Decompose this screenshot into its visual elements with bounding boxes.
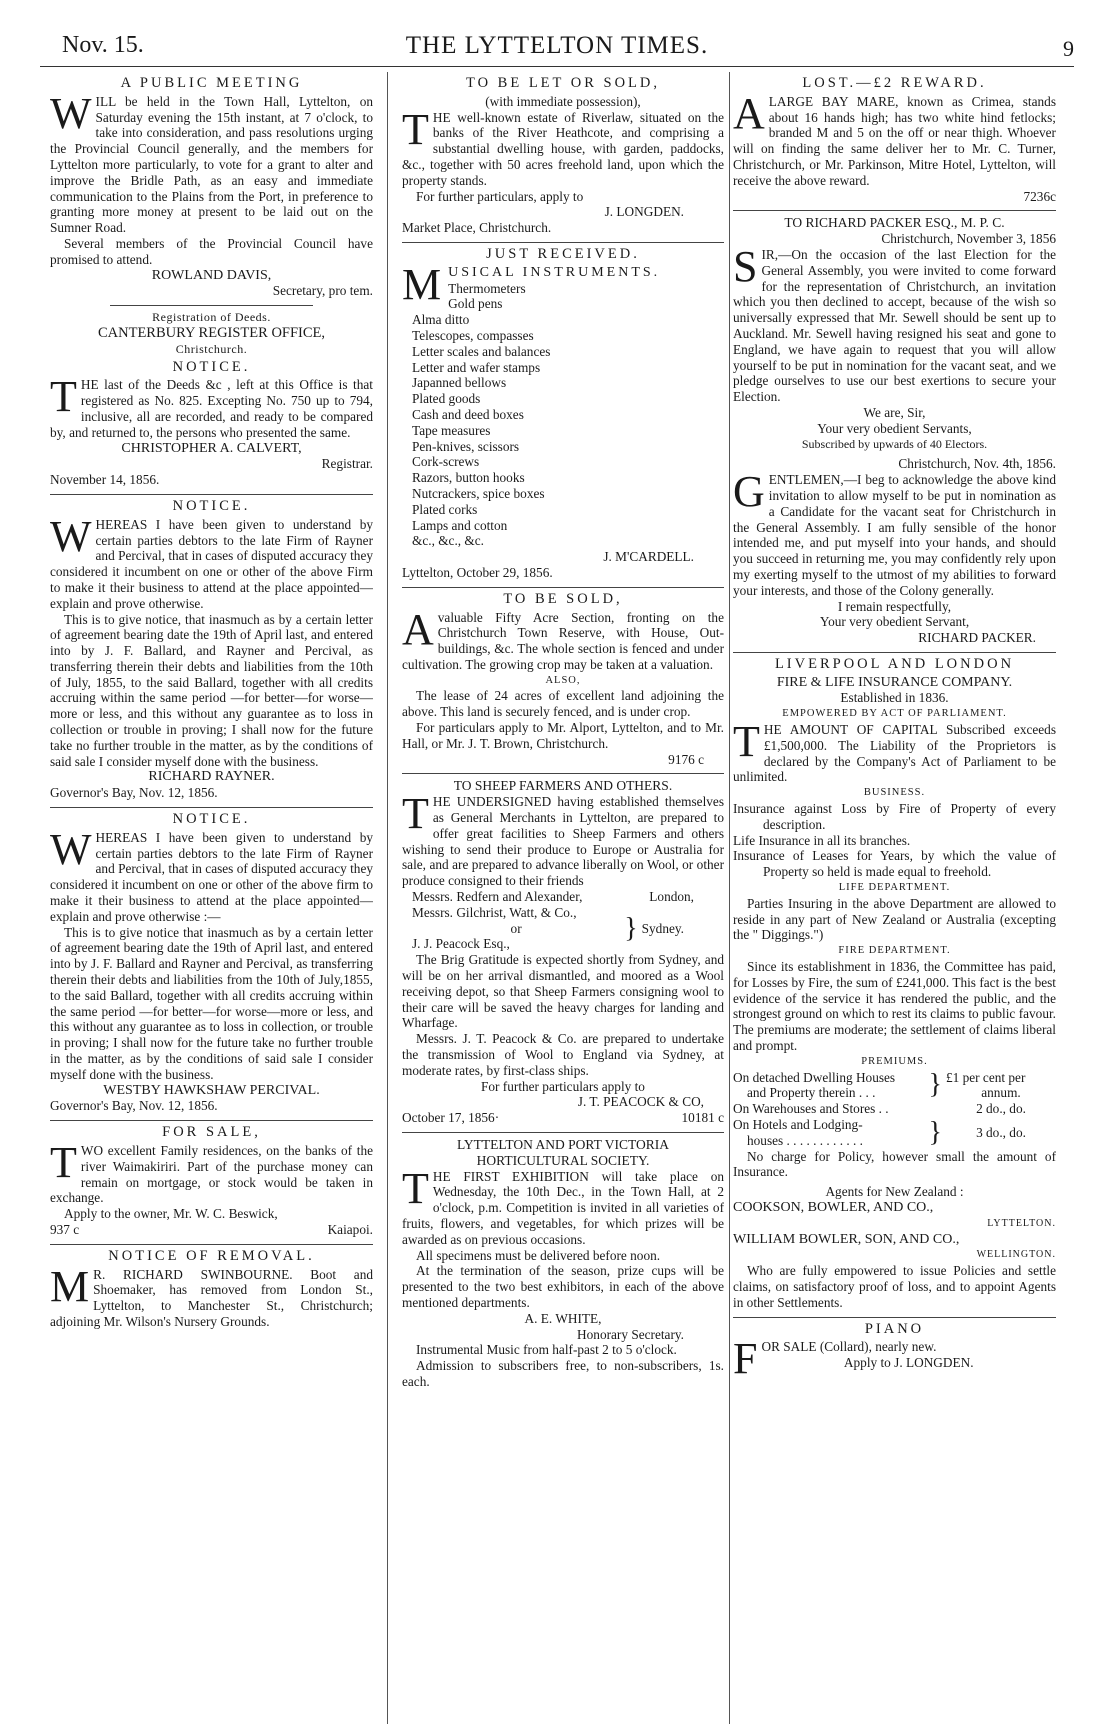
ad-body: Admission to subscribers free, to non-subscribers, 1s. each. (402, 1358, 724, 1389)
brace-glyph: } (928, 1069, 942, 1101)
divider (733, 210, 1056, 211)
column-3 (733, 74, 1056, 1724)
agent-or: or (510, 920, 522, 936)
brace-glyph: } (928, 1116, 942, 1148)
notice-heading: NOTICE. (172, 358, 251, 375)
ad-ref: 7236c (1023, 188, 1056, 204)
divider (50, 1120, 373, 1121)
list-item: Tape measures (412, 422, 491, 438)
piano-ad (733, 1320, 1056, 1384)
signer: J. T. PEACOCK & CO, (577, 1094, 704, 1110)
signer-title: Registrar. (321, 456, 373, 472)
apply-line: Apply to the owner, Mr. W. C. Beswick, (64, 1206, 278, 1222)
ad-title: TO BE SOLD, (503, 590, 623, 607)
ad-title: JUST RECEIVED. (486, 245, 640, 262)
ad-title: FIRE & LIFE INSURANCE COMPANY. (776, 674, 1013, 690)
issue-date: Nov. 15. (62, 32, 144, 58)
letter-close: I remain respectfully, (837, 598, 952, 614)
agent-row (402, 889, 724, 905)
premium-text: and Property therein . . . (747, 1085, 876, 1101)
ad-body: ALARGE BAY MARE, known as Crimea, stands about 16 hands high; has two white hind fetlocks; branded M and 5 on the off or near thigh. Whoever will on finding the same deliver her to Mr. C. Turner, Christchurch, or Mr. Parkinson, Mitre Hotel, Lyttelton, will receive the above reward. (733, 88, 1056, 188)
divider (402, 587, 724, 588)
signer: CHRISTOPHER A. CALVERT, (121, 440, 302, 456)
office-place: Christchurch. (175, 341, 248, 356)
signer: J. LONGDEN. (604, 204, 684, 220)
list-item: Cork-screws (412, 454, 480, 470)
ad-body: Since its establishment in 1836, the Committee has paid, for Losses by Fire, the sum of £241,000. This fact is the best evidence of the service it has rendered the public, and the strongest ground on which to rest its claims to public favour. The premiums are moderate; the settlement of claims liberal and prompt. (733, 959, 1056, 1054)
premium-text: On detached Dwelling Houses (733, 1069, 896, 1085)
divider (110, 305, 313, 306)
business-item: Insurance of Leases for Years, by which the value of Property so held is made equal to freehold. (733, 848, 1056, 880)
newspaper-title: THE LYTTELTON TIMES. (405, 32, 709, 59)
insurance-ad (733, 657, 1056, 1311)
ad-title: NOTICE. (172, 497, 251, 514)
ad-body: No charge for Policy, however small the amount of Insurance. (733, 1148, 1056, 1180)
ad-body: WHEREAS I have been given to understand by certain parties debtors to the late Firm of Rayner and Percival, that in cases of disputed accuracy they considered it incumbent on one or other of the above Firm to make it their business to attend at the place appointed—explain and prove otherwise. (50, 511, 373, 611)
divider (733, 652, 1056, 653)
ad-body: This is to give notice, that inasmuch as by a certain letter of agreement bearing date the 19th of April last, and entered into by J. F. Ballard, and Rayner and Percival, as transferring therein their debts and liabilities from the 10th of July, 1855, to the said Ballard, together with all credits accruing within the same period —for better—for worse—more or less, and this without any guarantee as to loss in collection or trouble in proving; I shall now for the future take no further trouble in the matter, as by the conditions of said sale I consider myself done with the business. (50, 611, 373, 769)
letter-close: We are, Sir, (863, 404, 926, 420)
ad-body: The Brig Gratitude is expected shortly from Sydney, and will be on her arrival dismantled, and moored as a Wool receiving depot, so that Sheep Farmers consigning wool to their care will be saved the heavy charges for landing and Wharfage. (402, 952, 724, 1031)
notice-rayner (50, 499, 373, 801)
section-heading: BUSINESS. (863, 787, 926, 799)
ad-body: THE last of the Deeds &c , left at this Office is that registered as No. 825. Excepting No. 750 up to 794, inclusive, all are recorded, and ready to be compared by, and returned to, the persons who presented the same. (50, 372, 373, 440)
business-item: Insurance against Loss by Fire of Property of every description. (733, 801, 1056, 832)
ad-body: WILL be held in the Town Hall, Lyttelton, on Saturday evening the 15th instant, at 7 o'clock, to take into consideration, and pass resolutions urging the Provincial Council generally, and the members for Lyttelton more particularly, to vote for a grant to alter and improve the Bridle Path, as an easy and immediate communication to the Plains from the Port, in preference to granting more money at present to be laid out on the Sumner Road. (50, 88, 373, 236)
ad-body: Parties Insuring in the above Department are allowed to reside in any part of New Zealand or Australia (excepting the " Diggings.") (733, 895, 1056, 943)
divider (50, 1244, 373, 1245)
premium-text: houses . . . . . . . . . . . . (747, 1132, 863, 1148)
ad-body: FOR SALE (Collard), nearly new. (733, 1334, 937, 1384)
office-name: CANTERBURY REGISTER OFFICE, (97, 324, 326, 341)
business-item: Life Insurance in all its branches. (733, 832, 911, 848)
divider (402, 773, 724, 774)
divider (50, 807, 373, 808)
letter-subscribed: Subscribed by upwards of 40 Electors. (801, 436, 988, 451)
ad-title: HORTICULTURAL SOCIETY. (476, 1152, 650, 1168)
notice-date: Governor's Bay, Nov. 12, 1856. (50, 785, 218, 801)
ad-body: For particulars apply to Mr. Alport, Lyttelton, and to Mr. Hall, or Mr. J. T. Brown, Christchurch. (402, 720, 724, 751)
agent-name: Messrs. Redfern and Alexander, (412, 889, 583, 905)
list-item: Razors, button hooks (412, 470, 525, 486)
ad-body: THE UNDERSIGNED having established themselves as General Merchants in Lyttelton, are prepared to offer great facilities to Sheep Farmers and others wishing to send their produce to Europe or Australia for sale, and are prepared to advance liberally on Wool, or other produce consigned to their friends (402, 789, 724, 889)
for-sale-ad (50, 1125, 373, 1238)
premium-text: On Warehouses and Stores . . (733, 1101, 889, 1117)
agent-lines (412, 905, 620, 952)
sheep-farmers-ad (402, 778, 724, 1126)
ad-body: Instrumental Music from half-past 2 to 5 o'clock. (416, 1342, 677, 1358)
list-item: Alma ditto (412, 312, 470, 328)
ref-row (402, 1110, 724, 1126)
ad-title: TO RICHARD PACKER ESQ., M. P. C. (784, 215, 1005, 231)
apply-line: For further particulars apply to (481, 1078, 645, 1094)
list-item: Plated corks (412, 501, 478, 517)
premium-text: On Hotels and Lodging- (733, 1117, 863, 1132)
ad-body: SIR,—On the occasion of the last Election for the General Assembly, you were invited to come forward for the representation of Christchurch, an invitation which you then declined to accept, because of the wish so universally expressed that Mr. Sewell should be sent up to Auckland. Mr. Sewell having resigned his seat and gone to England, we have again to request that you will allow yourself to be put in nomination for the vacant seat, and we pledge ourselves to use our best exertions to secure your Election. (733, 241, 1056, 405)
list-item: Plated goods (412, 391, 481, 407)
ad-body: Avaluable Fifty Acre Section, fronting on the Christchurch Town Reserve, with House, Out-buildings, &c. The whole section is fenced and under cultivation. The growing crop may be taken at a valuation. (402, 604, 724, 672)
signer-title: Honorary Secretary. (577, 1326, 684, 1342)
agent-brace (402, 905, 724, 952)
letter-close: Your very obedient Servants, (817, 420, 972, 436)
signer: RICHARD RAYNER. (148, 769, 275, 785)
notice-date: November 14, 1856. (50, 472, 160, 488)
dept-label: Registration of Deeds. (152, 310, 271, 325)
premium-row (733, 1117, 1056, 1149)
page-number: 9 (1063, 36, 1074, 61)
letter-date: Christchurch, Nov. 4th, 1856. (898, 456, 1056, 472)
agent-name: COOKSON, BOWLER, AND CO., (733, 1199, 934, 1215)
apply-line: Apply to J. LONGDEN. (843, 1355, 974, 1371)
masthead (40, 30, 1074, 67)
signer: A. E. WHITE, (524, 1310, 602, 1326)
list-item: Japanned bellows (412, 375, 507, 391)
packer-letter (733, 215, 1056, 646)
list-item: Nutcrackers, spice boxes (412, 485, 545, 501)
ad-ref: 937 c (50, 1221, 80, 1237)
apply-line: For further particulars, apply to (416, 188, 584, 204)
list-item: Pen-knives, scissors (412, 438, 520, 454)
ad-body: Messrs. J. T. Peacock & Co. are prepared to undertake the transmission of Wool to England via Sydney, at moderate rates, by first-class ships. (402, 1031, 724, 1078)
signer: RICHARD PACKER. (918, 630, 1036, 646)
agent-place: London, (649, 889, 694, 905)
divider (402, 242, 724, 243)
established: Established in 1836. (840, 690, 949, 706)
notice-percival (50, 812, 373, 1114)
premium-rate (946, 1070, 1056, 1102)
list-item: &c., &c., &c. (412, 533, 485, 549)
divider (50, 494, 373, 495)
list-item: Thermometers (448, 280, 526, 296)
premium-text: annum. (981, 1085, 1021, 1101)
ad-body: THE AMOUNT OF CAPITAL Subscribed exceeds £1,500,000. The Liability of the Proprietors is declared by the Company's Act of Parliament to be unlimited. (733, 717, 1056, 785)
to-let-ad (402, 76, 724, 236)
ad-date: Lyttelton, October 29, 1856. (402, 564, 553, 580)
list-item: Lamps and cotton (412, 517, 508, 533)
list-item: Gold pens (448, 296, 503, 312)
lost-reward-ad (733, 76, 1056, 204)
premium-row (733, 1070, 1056, 1102)
horticultural-ad (402, 1137, 724, 1390)
letter-close: Your very obedient Servant, (819, 614, 970, 630)
public-meeting-ad (50, 76, 373, 299)
ad-lead: MUSICAL INSTRUMENTS. (402, 259, 661, 309)
premium-text: £1 per cent per (946, 1069, 1026, 1085)
ref-row (50, 1222, 373, 1238)
section-heading: LIFE DEPARTMENT. (838, 882, 951, 894)
column-2 (402, 74, 724, 1724)
signer: J. M'CARDELL. (603, 549, 694, 565)
ad-title: LIVERPOOL AND LONDON (774, 655, 1015, 672)
ad-title: NOTICE. (172, 811, 251, 828)
ad-place: Kaiapoi. (327, 1221, 373, 1237)
column-divider (387, 72, 388, 1724)
list-item: Letter and wafer stamps (412, 359, 541, 375)
premium-label (733, 1070, 925, 1102)
ad-body: GENTLEMEN,—I beg to acknowledge the above kind invitation to allow myself to be put in nomination as a Candidate for the vacant seat for Christchurch in the General Assembly. I am fully sensible of the honor intended me, and put myself into your hands, and should you succeed in returning me, you may confidently rely upon my exerting myself to the utmost of my abilities to forward your interests, and those of the Colony generally. (733, 467, 1056, 598)
also-label: ALSO, (545, 674, 581, 686)
ad-body: All specimens must be delivered before noon. (416, 1247, 661, 1263)
agent-name: WILLIAM BOWLER, SON, AND CO., (733, 1231, 960, 1247)
ad-body: Who are fully empowered to issue Policies and settle claims, on satisfactory proof of loss, and to appoint Agents in other Settlements. (733, 1263, 1056, 1310)
column-1 (50, 74, 373, 1724)
ad-title: LYTTELTON AND PORT VICTORIA (457, 1137, 669, 1152)
to-be-sold-ad (402, 592, 724, 768)
just-received-ad (402, 247, 724, 581)
ad-title: PIANO (864, 1320, 925, 1337)
divider (733, 1317, 1056, 1318)
ad-body: THE well-known estate of Riverlaw, situated on the banks of the River Heathcote, and comprising a substantial dwelling house, with garden, paddocks, &c., together with 50 acres freehold land, upon which the property stands. (402, 104, 724, 188)
ad-body: At the termination of the season, prize cups will be presented to the two best exhibitors, in each of the above mentioned departments. (402, 1263, 724, 1310)
agent-place: Sydney. (641, 920, 684, 936)
ad-body: This is to give notice that inasmuch as by a certain letter of agreement bearing date the 19th of April last, and entered into by J. F. Ballard and Rayner and Percival, as transferring therein their debts and liabilities from the 10th of July,1855, to the said Ballard, together with all credits accruing within the same period —for better—for worse—more or less, and this without any guarantee as to loss in collection, or trouble in proving; I shall now for the future take no further trouble in the matter, as by the conditions of said sale I consider myself done with the business. (50, 924, 373, 1082)
divider (402, 1132, 724, 1133)
ad-ref: 10181 c (681, 1110, 724, 1126)
premium-text: 2 do., do. (976, 1101, 1026, 1117)
agent-name: Messrs. Gilchrist, Watt, & Co., (412, 904, 577, 920)
ad-body: THE FIRST EXHIBITION will take place on Wednesday, the 10th Dec., in the Town Hall, at 2 o'clock, p.m. Competition is invited in all varieties of fruits, flowers, and vegetables, for which prizes will be awarded as on previous occasions. (402, 1163, 724, 1247)
letter-date: Christchurch, November 3, 1856 (881, 231, 1056, 247)
ad-title: FOR SALE, (162, 1124, 261, 1141)
ad-ref: 9176 c (668, 751, 704, 767)
ad-date: October 17, 1856· (402, 1110, 500, 1126)
signer: WESTBY HAWKSHAW PERCIVAL. (103, 1082, 320, 1098)
ad-place: Market Place, Christchurch. (402, 220, 552, 236)
ad-body: WHEREAS I have been given to understand by certain parties debtors to the late Firm of Rayner and Percival, that in cases of disputed accuracy they considered it incumbent on one or other of the above firm to make it their business to attend at the place appointed—explain and prove otherwise :— (50, 824, 373, 924)
list-item: Cash and deed boxes (412, 406, 524, 422)
ad-subtitle: (with immediate possession), (485, 93, 641, 109)
column-divider (729, 72, 730, 1724)
ad-title: A PUBLIC MEETING (120, 75, 303, 91)
premium-text: 3 do., do. (976, 1124, 1026, 1140)
list-item: Telescopes, compasses (412, 327, 534, 343)
ad-body: The lease of 24 acres of excellent land adjoining the above. This land is securely fenced, and is under crop. (402, 688, 724, 720)
list-item: Letter scales and balances (412, 343, 551, 359)
ad-title: LOST.—£2 REWARD. (802, 75, 987, 91)
brace-glyph: } (624, 912, 638, 944)
premium-row (733, 1101, 1056, 1117)
signer-title: Secretary, pro tem. (272, 283, 373, 299)
ad-body: MR. RICHARD SWINBOURNE. Boot and Shoemaker, has removed from London St., Lyttelton, to Manchester St., Christchurch; adjoining Mr. Wilson's Nursery Grounds. (50, 1261, 373, 1329)
ad-title: NOTICE OF REMOVAL. (108, 1247, 315, 1264)
agents-heading: Agents for New Zealand : (825, 1184, 964, 1200)
agent-place: WELLINGTON. (976, 1249, 1056, 1261)
signer: ROWLAND DAVIS, (151, 267, 272, 283)
register-office-ad (50, 310, 373, 488)
agent-name: J. J. Peacock Esq., (412, 936, 510, 952)
notice-date: Governor's Bay, Nov. 12, 1856. (50, 1098, 218, 1114)
section-heading: FIRE DEPARTMENT. (838, 945, 951, 957)
section-heading: PREMIUMS. (861, 1055, 928, 1067)
ad-body: Several members of the Provincial Council have promised to attend. (50, 235, 373, 267)
ad-title: TO BE LET OR SOLD, (465, 75, 661, 91)
agent-place: LYTTELTON. (987, 1217, 1056, 1229)
removal-notice (50, 1249, 373, 1330)
empowered: EMPOWERED BY ACT OF PARLIAMENT. (782, 708, 1007, 720)
premium-label (733, 1117, 925, 1149)
ad-title: TO SHEEP FARMERS AND OTHERS. (453, 778, 673, 794)
ad-body: TWO excellent Family residences, on the banks of the river Waimakiriri. Part of the purchase money can remain on mortgage, or stock would be taken in exchange. (50, 1138, 373, 1206)
